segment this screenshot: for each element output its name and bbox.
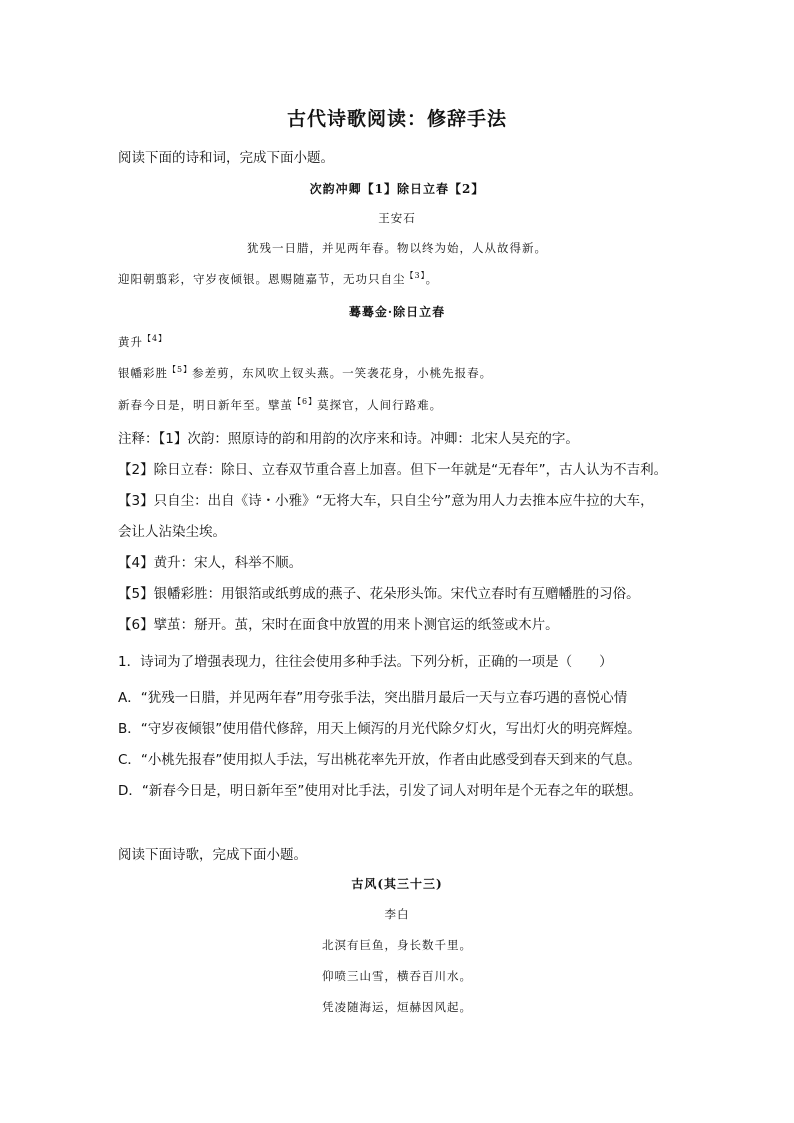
poem3-line-3: 凭凌随海运，烜赫因风起。 (322, 1000, 472, 1014)
poem2-line-2-a: 新春今日是，明日新年至。擘茧 (118, 397, 293, 412)
note-5: 【5】银幡彩胜：用银箔或纸剪成的燕子、花朵形头饰。宋代立春时有互赠幡胜的习俗。 (118, 586, 640, 602)
option-d: D．“新春今日是，明日新年至”使用对比手法，引发了词人对明年是个无春之年的联想。 (118, 783, 642, 799)
section2-intro: 阅读下面诗歌，完成下面小题。 (118, 847, 307, 863)
option-c: C．“小桃先报春”使用拟人手法，写出桃花率先开放，作者由此感受到春天到来的气息。 (118, 752, 641, 768)
poem2-line-1-b: 参差剪，东风吹上钗头燕。一笑袭花身，小桃先报春。 (192, 365, 493, 380)
note-6: 【6】擘茧：掰开。茧，宋时在面食中放置的用来卜测官运的纸签或木片。 (118, 617, 559, 633)
footnote-ref-6: 【6】 (293, 397, 318, 406)
option-b: B．“守岁夜倾银”使用借代修辞，用天上倾泻的月光代除夕灯火，写出灯火的明亮辉煌。 (118, 721, 641, 737)
note-2: 【2】除日立春：除日、立春双节重合喜上加喜。但下一年就是“无春年”，古人认为不吉利。 (118, 462, 668, 478)
footnote-ref-3: 【3】 (405, 271, 426, 280)
section1-intro: 阅读下面的诗和词，完成下面小题。 (118, 150, 334, 166)
note-3: 【3】只自尘：出自《诗・小雅》“无将大车，只自尘兮”意为用人力去推本应牛拉的大车， (118, 493, 654, 509)
poem1-title: 次韵冲卿【1】除日立春【2】 (309, 182, 485, 196)
poem1-line-2-text: 迎阳朝翦彩，守岁夜倾银。恩赐随嘉节，无功只自尘 (118, 271, 406, 286)
poem1-line-2 (118, 270, 438, 287)
poem2-author-name: 黄升 (118, 334, 143, 349)
poem1-line-1: 犹残一日腊，并见两年春。物以终为始，人从故得新。 (247, 241, 547, 255)
poem3-line-2: 仰喷三山雪，横吞百川水。 (322, 969, 472, 983)
poem2-line-1-a: 银幡彩胜 (118, 365, 168, 380)
page-title: 古代诗歌阅读：修辞手法 (286, 108, 507, 130)
poem2-title: 蓦蓦金·除日立春 (348, 305, 446, 319)
poem2-line-2 (118, 396, 442, 413)
note-4: 【4】黄升：宋人，科举不顺。 (118, 555, 303, 571)
poem1-author: 王安石 (378, 211, 416, 225)
poem3-line-1: 北溟有巨鱼，身长数千里。 (322, 938, 472, 952)
question-1: 1．诗词为了增强表现力，往往会使用多种手法。下列分析，正确的一项是（ ） (118, 654, 613, 670)
poem2-author (118, 333, 167, 350)
poem2-line-1 (118, 364, 492, 381)
footnote-ref-5: 【5】 (168, 365, 193, 374)
poem1-line-2-end: 。 (425, 271, 439, 286)
note-1: 注释：【1】次韵：照原诗的韵和用韵的次序来和诗。冲卿：北宋人吴充的字。 (118, 431, 579, 447)
poem3-title: 古风(其三十三) (351, 877, 443, 891)
note-3-continued: 会让人沾染尘埃。 (118, 524, 226, 540)
option-a: A．“犹残一日腊，并见两年春”用夸张手法，突出腊月最后一天与立春巧遇的喜悦心情 (118, 690, 628, 706)
poem3-author: 李白 (384, 907, 410, 921)
footnote-ref-4: 【4】 (143, 334, 168, 343)
poem2-line-2-b: 莫探官，人间行路难。 (317, 397, 443, 412)
